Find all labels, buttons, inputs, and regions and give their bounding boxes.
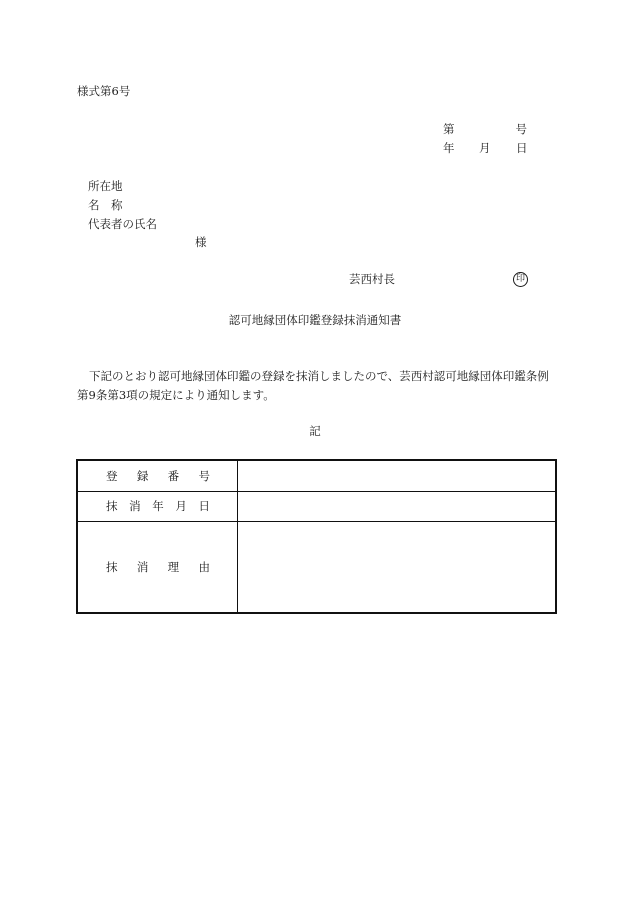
- document-title: 認可地縁団体印鑑登録抹消通知書: [228, 313, 402, 327]
- registration-number-value[interactable]: [238, 460, 557, 491]
- label-char: 抹: [106, 499, 118, 513]
- label-char: 号: [198, 468, 210, 483]
- date-year: 年: [443, 141, 455, 155]
- registration-number-label: [77, 460, 238, 491]
- label-char: 抹: [106, 559, 118, 574]
- body-text: 下記のとおり認可地縁団体印鑑の登録を抹消しましたので、芸西村認可地縁団体印鑑条例第9条第3項の規定により通知します。: [77, 369, 549, 402]
- date-day: 日: [516, 141, 528, 155]
- honorific: 様: [195, 235, 207, 249]
- representative-label: 代表者の氏名: [88, 217, 157, 231]
- label-char: 理: [167, 559, 180, 574]
- record-table: [76, 459, 557, 614]
- label-char: 番: [167, 468, 180, 483]
- document-number-suffix: 号: [515, 122, 527, 136]
- label-char: 由: [198, 559, 210, 574]
- name-label: 名 称: [88, 198, 123, 212]
- cancellation-date-label: [77, 491, 238, 521]
- label-char: 月: [175, 499, 187, 513]
- cancellation-reason-label: [77, 521, 238, 613]
- label-char: 消: [129, 499, 141, 513]
- label-char: 録: [136, 468, 149, 483]
- cancellation-date-value[interactable]: [238, 491, 557, 521]
- issuer-title: 芸西村長: [349, 272, 395, 286]
- cancellation-reason-value[interactable]: [238, 521, 557, 613]
- form-number: 様式第6号: [77, 84, 131, 98]
- label-char: 年: [152, 499, 164, 513]
- seal-mark-icon: 印: [513, 272, 528, 287]
- addressee-block: [88, 180, 157, 237]
- document-number-prefix: 第: [443, 122, 455, 136]
- label-char: 消: [136, 559, 149, 574]
- table-row: [77, 491, 556, 521]
- label-char: 日: [198, 499, 210, 513]
- location-label: 所在地: [88, 179, 123, 193]
- table-row: [77, 521, 556, 613]
- date-month: 月: [479, 141, 491, 155]
- table-row: [77, 460, 556, 491]
- ki-heading: 記: [309, 424, 321, 438]
- label-char: 登: [106, 468, 118, 483]
